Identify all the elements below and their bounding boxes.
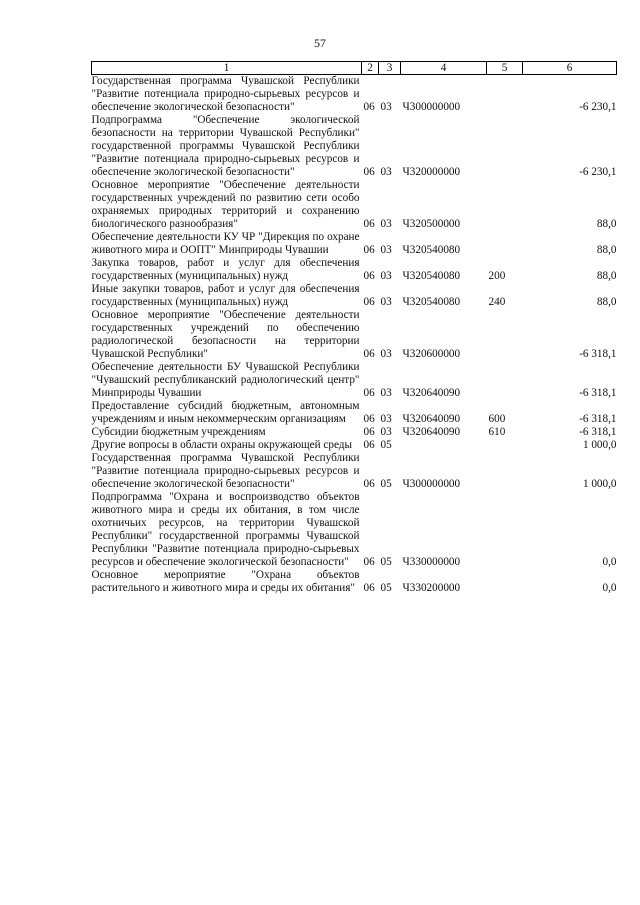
amount-cell: 88,0 (596, 218, 617, 230)
section-code-cell: 06 (363, 582, 375, 594)
target-article-cell: Ч300000000 (402, 478, 461, 490)
target-article-cell: Ч320000000 (402, 166, 461, 178)
amount-cell: -6 318,1 (579, 348, 617, 360)
expense-type-cell (487, 491, 523, 569)
expense-type-cell: 200 (488, 270, 506, 282)
target-article-cell: Ч300000000 (402, 101, 461, 113)
section-code-cell: 06 (363, 387, 375, 399)
row-name-cell: Закупка товаров, работ и услуг для обеспечения государственных (муниципальных) нужд (91, 257, 360, 282)
expense-type-cell (487, 179, 523, 231)
section-code-cell: 06 (363, 166, 375, 178)
table-row (92, 257, 617, 283)
section-code-cell: 06 (363, 413, 375, 425)
row-name-cell: Подпрограмма "Обеспечение экологической безопасности на территории Чувашской Республики" государственной программы Чувашской Республики "Развитие потенциала природно-сырьевых ресурсов и обеспечение экологической безопасности" (91, 114, 360, 178)
expense-type-cell: 240 (488, 296, 506, 308)
target-article-cell: Ч320640090 (402, 426, 461, 438)
row-name-cell: Предоставление субсидий бюджетным, автономным учреждениям и иным некоммерческим организациям (91, 400, 360, 425)
table-row (92, 491, 617, 569)
subsection-code-cell: 03 (380, 387, 392, 399)
column-header-1: 1 (92, 62, 362, 75)
expense-type-cell (487, 361, 523, 400)
row-name-cell: Основное мероприятие "Обеспечение деятельности государственных учреждений по развитию сети особо охраняемых природных территорий и сохранению биологического разнообразия" (91, 179, 360, 230)
amount-cell: -6 230,1 (579, 101, 617, 113)
row-name-cell: Подпрограмма "Охрана и воспроизводство объектов животного мира и среды их обитания, в том числе охотничьих ресурсов, на территории Чувашской Республики" государственной программы Чувашской Республики "Развитие потенциала природно-сырьевых ресурсов и обеспечение экологической безопасности" (91, 491, 360, 568)
table-body (92, 75, 617, 596)
target-article-cell: Ч330000000 (402, 556, 461, 568)
expense-type-cell (487, 439, 523, 452)
subsection-code-cell: 03 (380, 348, 392, 360)
amount-cell: -6 318,1 (579, 413, 617, 425)
amount-cell: 1 000,0 (582, 478, 617, 490)
amount-cell: 88,0 (596, 296, 617, 308)
target-article-cell: Ч320540080 (402, 296, 461, 308)
section-code-cell: 06 (363, 101, 375, 113)
section-code-cell: 06 (363, 244, 375, 256)
section-code-cell: 06 (363, 556, 375, 568)
amount-cell: -6 318,1 (579, 387, 617, 399)
expense-type-cell (487, 114, 523, 179)
column-header-3: 3 (379, 62, 401, 75)
subsection-code-cell: 03 (380, 270, 392, 282)
subsection-code-cell: 03 (380, 244, 392, 256)
subsection-code-cell: 03 (380, 296, 392, 308)
expense-type-cell (487, 569, 523, 595)
row-name-cell: Основное мероприятие "Обеспечение деятельности государственных учреждений по обеспечению радиологической безопасности на территории Чувашской Республики" (91, 309, 360, 360)
subsection-code-cell: 05 (380, 556, 392, 568)
amount-cell: 0,0 (602, 582, 617, 594)
row-name-cell: Государственная программа Чувашской Республики "Развитие потенциала природно-сырьевых ресурсов и обеспечение экологической безопасности" (91, 452, 360, 490)
table-row (92, 400, 617, 426)
amount-cell: -6 318,1 (579, 426, 617, 438)
table-row (92, 361, 617, 400)
table-row (92, 309, 617, 361)
column-header-4: 4 (401, 62, 487, 75)
target-article-cell (401, 439, 487, 452)
row-name-cell: Обеспечение деятельности КУ ЧР "Дирекция по охране животного мира и ООПТ" Минприроды Чувашии (91, 231, 360, 256)
table-row (92, 439, 617, 452)
subsection-code-cell: 03 (380, 101, 392, 113)
amount-cell: 88,0 (596, 244, 617, 256)
column-header-2: 2 (362, 62, 379, 75)
target-article-cell: Ч320600000 (402, 348, 461, 360)
table-row (92, 231, 617, 257)
expense-type-cell (487, 231, 523, 257)
section-code-cell: 06 (363, 270, 375, 282)
subsection-code-cell: 03 (380, 413, 392, 425)
target-article-cell: Ч320500000 (402, 218, 461, 230)
target-article-cell: Ч320540080 (402, 244, 461, 256)
target-article-cell: Ч320640090 (402, 387, 461, 399)
expense-type-cell: 610 (488, 426, 506, 438)
subsection-code-cell: 05 (380, 439, 392, 451)
row-name-cell: Основное мероприятие "Охрана объектов растительного и животного мира и среды их обитания" (91, 569, 360, 594)
section-code-cell: 06 (363, 348, 375, 360)
table-row (92, 114, 617, 179)
target-article-cell: Ч330200000 (402, 582, 461, 594)
amount-cell: 1 000,0 (582, 439, 617, 451)
table-row (92, 179, 617, 231)
target-article-cell: Ч320640090 (402, 413, 461, 425)
expense-type-cell: 600 (488, 413, 506, 425)
subsection-code-cell: 03 (380, 218, 392, 230)
amount-cell: -6 230,1 (579, 166, 617, 178)
row-name-cell: Иные закупки товаров, работ и услуг для обеспечения государственных (муниципальных) нужд (91, 283, 360, 308)
row-name-cell: Обеспечение деятельности БУ Чувашской Республики "Чувашский республиканский радиологический центр" Минприроды Чувашии (91, 361, 360, 399)
amount-cell: 0,0 (602, 556, 617, 568)
expense-type-cell (487, 309, 523, 361)
column-header-6: 6 (523, 62, 617, 75)
section-code-cell: 06 (363, 218, 375, 230)
row-name-cell: Другие вопросы в области охраны окружающей среды (91, 439, 353, 451)
subsection-code-cell: 03 (380, 426, 392, 438)
budget-table (91, 61, 617, 595)
section-code-cell: 06 (363, 439, 375, 451)
section-code-cell: 06 (363, 478, 375, 490)
table-row (92, 569, 617, 595)
table-row (92, 426, 617, 439)
row-name-cell: Государственная программа Чувашской Республики "Развитие потенциала природно-сырьевых ресурсов и обеспечение экологической безопасности" (91, 75, 360, 113)
expense-type-cell (487, 75, 523, 115)
table-row (92, 75, 617, 115)
page-number: 57 (314, 36, 326, 50)
amount-cell: 88,0 (596, 270, 617, 282)
subsection-code-cell: 05 (380, 478, 392, 490)
section-code-cell: 06 (363, 426, 375, 438)
table-header-row (92, 62, 617, 75)
expense-type-cell (487, 452, 523, 491)
subsection-code-cell: 03 (380, 166, 392, 178)
target-article-cell: Ч320540080 (402, 270, 461, 282)
row-name-cell: Субсидии бюджетным учреждениям (91, 426, 266, 438)
table-row (92, 283, 617, 309)
table-row (92, 452, 617, 491)
subsection-code-cell: 05 (380, 582, 392, 594)
section-code-cell: 06 (363, 296, 375, 308)
column-header-5: 5 (487, 62, 523, 75)
